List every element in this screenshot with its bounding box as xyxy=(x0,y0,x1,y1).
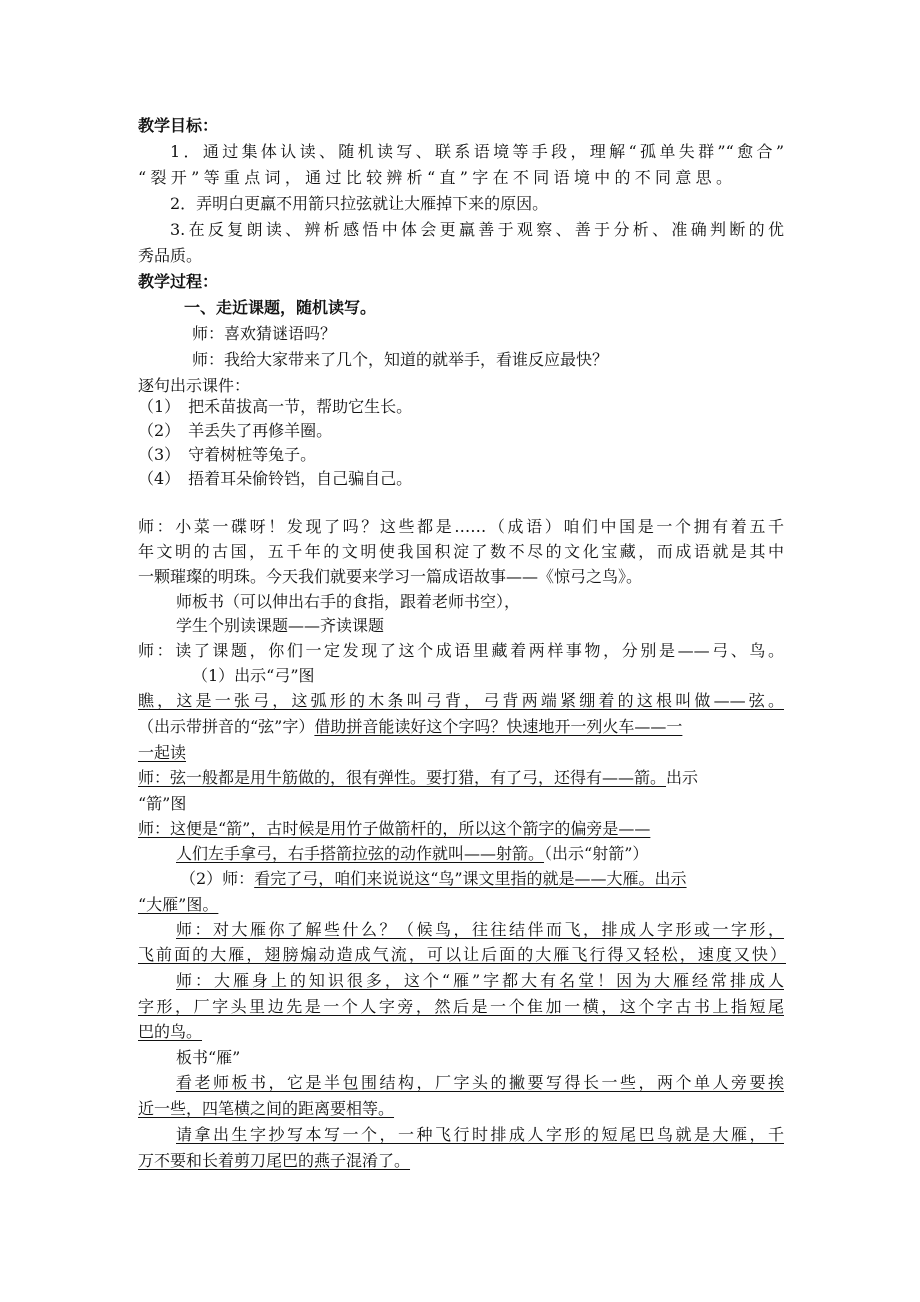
subsection-goose xyxy=(180,866,826,892)
paragraph-line: 师：读了课题，你们一定发现了这个成语里藏着两样事物，分别是——弓、鸟。 xyxy=(138,641,784,660)
string-text: 师：弦一般都是用牛筋做的，很有弹性。要打猎，有了弓，还得有——箭。 xyxy=(138,768,667,787)
shooting-line xyxy=(176,841,822,867)
string-suffix: 出示 xyxy=(666,768,699,787)
riddle-item-1: （1） 把禾苗拔高一节，帮助它生长。 xyxy=(138,397,413,416)
goose-knowledge-line-2: 飞前面的大雁，翅膀煽动造成气流，可以让后面的大雁飞行得又轻松，速度又快） xyxy=(138,945,786,964)
shooting-suffix: （出示“射箭”） xyxy=(544,844,649,863)
character-line-3: 巴的鸟。 xyxy=(138,1022,203,1041)
bow-description: 瞧，这是一张弓，这弧形的木条叫弓背，弓背两端紧绷着的这根叫做——弦。 xyxy=(138,691,784,710)
subsection-bow: （1）出示“弓”图 xyxy=(192,666,315,685)
heading-objectives: 教学目标： xyxy=(138,116,219,135)
heading-process: 教学过程： xyxy=(138,272,219,291)
paragraph-line: 师板书（可以伸出右手的食指，跟着老师书空）， xyxy=(176,592,521,611)
paragraph-line: 一颗璀璨的明珠。今天我们就要来学习一篇成语故事——《惊弓之鸟》。 xyxy=(138,567,643,586)
objective-1-line-1: 1．通过集体认读、随机读写、联系语境等手段，理解“孤单失群”“愈合” xyxy=(170,142,784,161)
pinyin-prefix: （出示带拼音的“弦”字） xyxy=(138,717,315,736)
pinyin-line xyxy=(138,714,784,740)
string-line xyxy=(138,765,784,791)
goose-prefix: （2）师： xyxy=(180,869,255,888)
paragraph-line: 年文明的古国，五千年的文明使我国积淀了数不尽的文化宝藏，而成语就是其中 xyxy=(138,542,784,561)
dialogue-line: 师：喜欢猜谜语吗？ xyxy=(192,324,337,343)
objective-3-line-1: 3.在反复朗读、辨析感悟中体会更羸善于观察、善于分析、准确判断的优 xyxy=(170,220,784,239)
goose-picture-line: “大雁”图。 xyxy=(138,895,219,914)
objective-2: 2．弄明白更羸不用箭只拉弦就让大雁掉下来的原因。 xyxy=(170,194,549,213)
writing-line-2: 近一些，四笔横之间的距离要相等。 xyxy=(138,1099,395,1118)
writing-line-1: 看老师板书，它是半包围结构，厂字头的撇要写得长一些，两个单人旁要挨 xyxy=(176,1073,784,1092)
objective-1-line-2: “裂开”等重点词，通过比较辨析“直”字在不同语境中的不同意思。 xyxy=(138,168,732,187)
character-line-2: 字形，厂字头里边先是一个人字旁，然后是一个隹加一横，这个字古书上指短尾 xyxy=(138,997,784,1016)
riddle-item-2: （2） 羊丢失了再修羊圈。 xyxy=(138,421,333,440)
copy-line-2: 万不要和长着剪刀尾巴的燕子混淆了。 xyxy=(138,1151,411,1170)
character-line-1: 师：大雁身上的知识很多，这个“雁”字都大有名堂！因为大雁经常排成人 xyxy=(176,971,784,990)
riddle-item-3: （3） 守着树桩等兔子。 xyxy=(138,445,317,464)
goose-text: 看完了弓，咱们来说说这“鸟”课文里指的就是——大雁。出示 xyxy=(254,869,687,888)
section-heading-1: 一、走近课题，随机读写。 xyxy=(184,298,377,317)
instruction-line: 逐句出示课件： xyxy=(138,376,251,395)
paragraph-line: 师：小菜一碟呀！发现了吗？这些都是……（成语）咱们中国是一个拥有着五千 xyxy=(138,517,784,536)
arrow-description: 师：这便是“箭”，古时候是用竹子做箭杆的，所以这个箭字的偏旁是—— xyxy=(138,819,651,838)
shooting-text: 人们左手拿弓，右手搭箭拉弦的动作就叫——射箭。 xyxy=(176,844,545,863)
copy-line-1: 请拿出生字抄写本写一个，一种飞行时排成人字形的短尾巴鸟就是大雁，千 xyxy=(176,1125,784,1144)
arrow-picture-line: “箭”图 xyxy=(138,794,187,813)
riddle-item-4: （4） 捂着耳朵偷铃铛，自己骗自己。 xyxy=(138,469,413,488)
goose-knowledge-line-1: 师：对大雁你了解些什么？（候鸟，往往结伴而飞，排成人字形或一字形， xyxy=(176,920,784,939)
paragraph-line: 学生个别读课题——齐读课题 xyxy=(176,616,385,635)
pinyin-text: 借助拼音能读好这个字吗？快速地开一列火车——一 xyxy=(314,717,683,736)
dialogue-line: 师：我给大家带来了几个，知道的就举手，看谁反应最快？ xyxy=(192,350,609,369)
board-writing: 板书“雁” xyxy=(176,1048,241,1067)
objective-3-line-2: 秀品质。 xyxy=(138,246,203,265)
read-together-line: 一起读 xyxy=(138,743,187,762)
